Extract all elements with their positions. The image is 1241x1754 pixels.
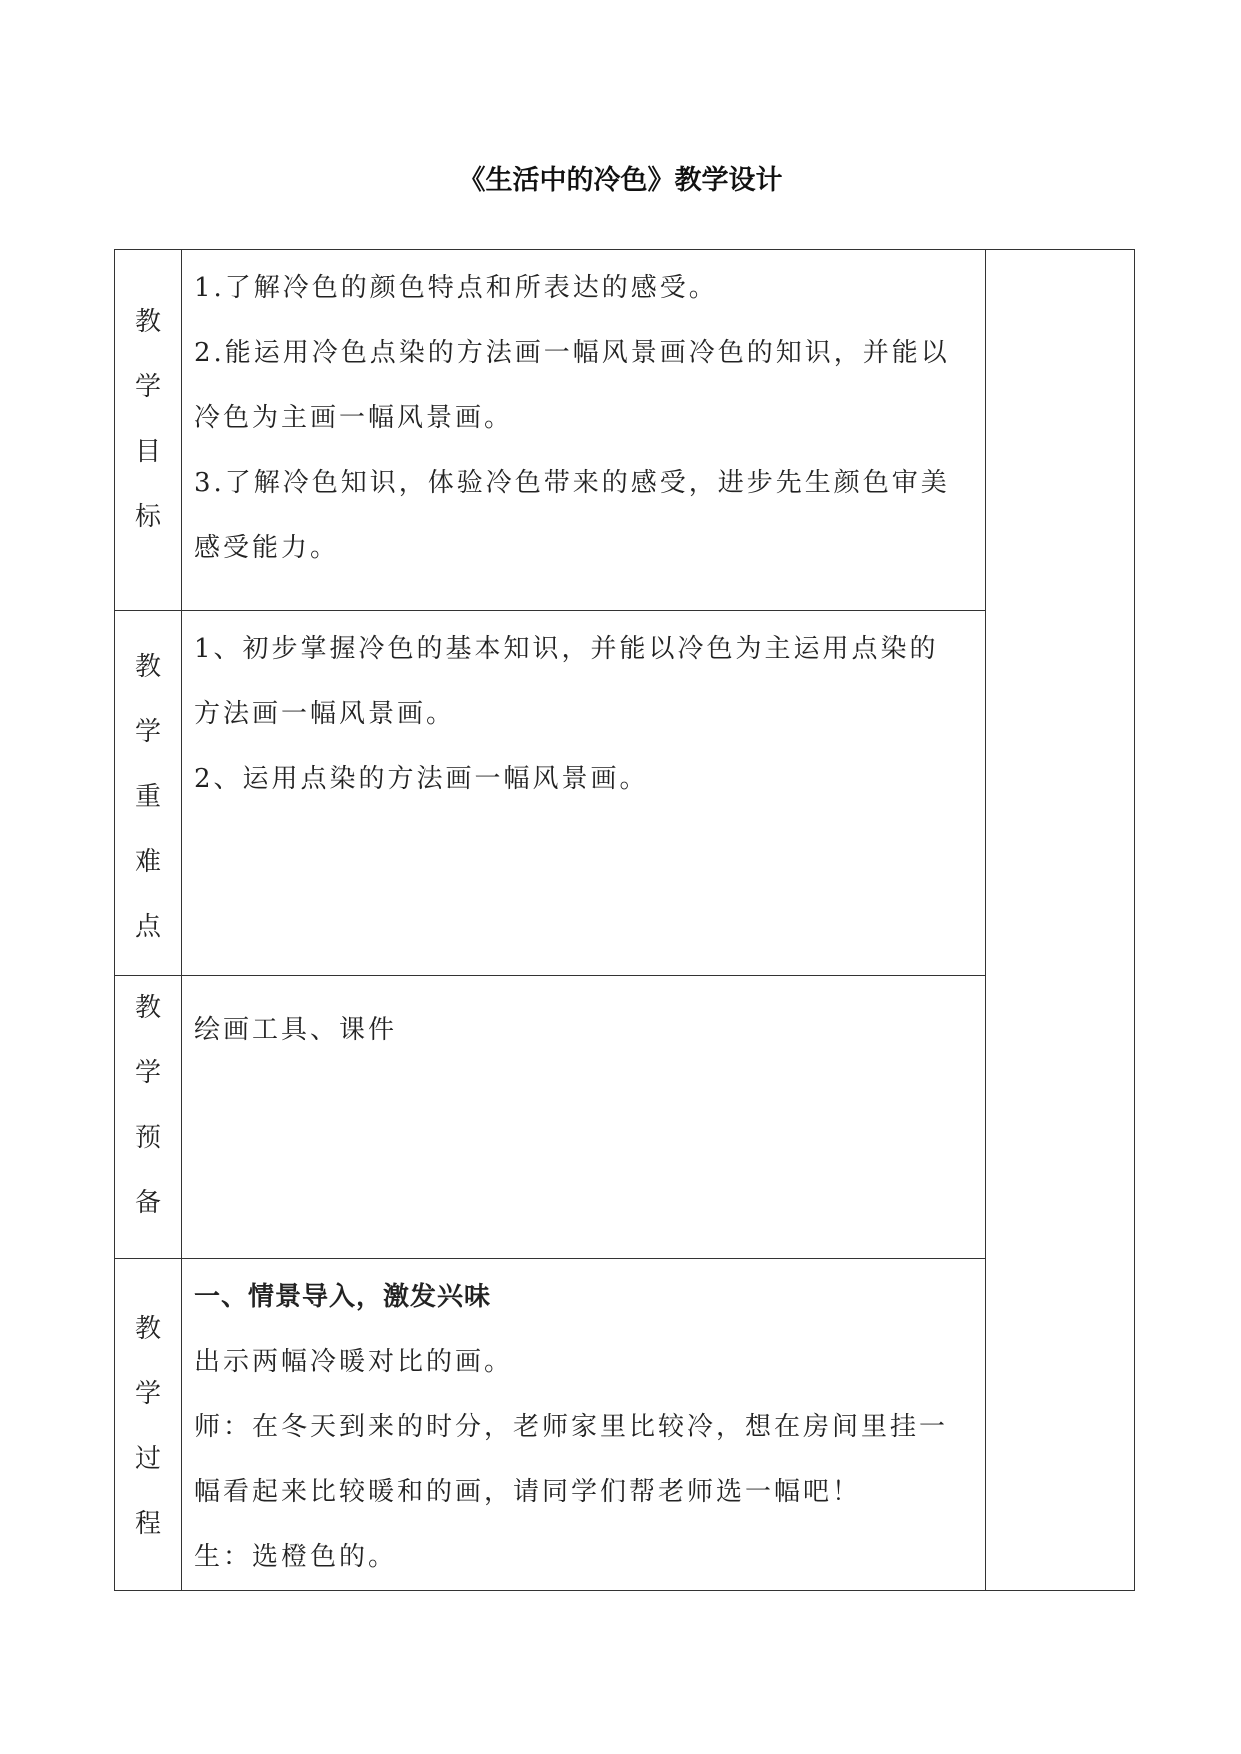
content-line: 1、初步掌握冷色的基本知识，并能以冷色为主运用点染的 (194, 634, 939, 664)
label-char: 学 (134, 1379, 161, 1409)
label-char: 教 (134, 1314, 161, 1344)
label-char: 重 (134, 782, 161, 812)
label-char: 预 (134, 1123, 161, 1153)
content-cell-teaching-goals (182, 250, 986, 611)
label-char: 备 (134, 1188, 161, 1218)
content-line: 2、运用点染的方法画一幅风景画。 (194, 764, 649, 794)
label-char: 过 (134, 1444, 161, 1474)
row-teaching-process (115, 1259, 1135, 1591)
content-line: 师：在冬天到来的时分，老师家里比较冷，想在房间里挂一 (194, 1412, 949, 1442)
label-char: 学 (134, 372, 161, 402)
content-cell-teaching-preparation (182, 976, 986, 1259)
label-char: 学 (134, 1058, 161, 1088)
label-char: 教 (134, 652, 161, 682)
content-line: 1.了解冷色的颜色特点和所表达的感受。 (194, 273, 718, 303)
content-line: 出示两幅冷暖对比的画。 (194, 1347, 514, 1377)
label-char: 教 (134, 307, 161, 337)
content-line: 生：选橙色的。 (194, 1542, 398, 1572)
content-line: 方法画一幅风景画。 (194, 699, 456, 729)
row-teaching-goals (115, 250, 1135, 611)
label-cell-key-difficult-points (115, 611, 182, 976)
row-key-difficult-points (115, 611, 1135, 976)
blank-side-column (986, 250, 1135, 1591)
label-char: 学 (134, 717, 161, 747)
label-cell-teaching-goals (115, 250, 182, 611)
content-line: 绘画工具、课件 (194, 1015, 398, 1045)
section-heading: 一、情景导入，激发兴味 (194, 1282, 492, 1312)
label-cell-teaching-process (115, 1259, 182, 1591)
label-cell-teaching-preparation (115, 976, 182, 1259)
content-line: 感受能力。 (194, 533, 340, 563)
label-char: 教 (134, 993, 161, 1023)
label-char: 标 (134, 502, 161, 532)
content-line: 冷色为主画一幅风景画。 (194, 403, 514, 433)
content-cell-key-difficult-points (182, 611, 986, 976)
content-line: 3.了解冷色知识，体验冷色带来的感受，进步先生颜色审美 (194, 468, 950, 498)
content-line: 幅看起来比较暖和的画，请同学们帮老师选一幅吧！ (194, 1477, 862, 1507)
row-teaching-preparation (115, 976, 1135, 1259)
lesson-plan-table (114, 249, 1135, 1591)
label-char: 程 (134, 1509, 161, 1539)
document-title: 《生活中的冷色》教学设计 (458, 165, 783, 196)
label-char: 难 (134, 847, 161, 877)
content-line: 2.能运用冷色点染的方法画一幅风景画冷色的知识，并能以 (194, 338, 950, 368)
label-char: 目 (134, 437, 161, 467)
content-cell-teaching-process (182, 1259, 986, 1591)
label-char: 点 (134, 912, 161, 942)
